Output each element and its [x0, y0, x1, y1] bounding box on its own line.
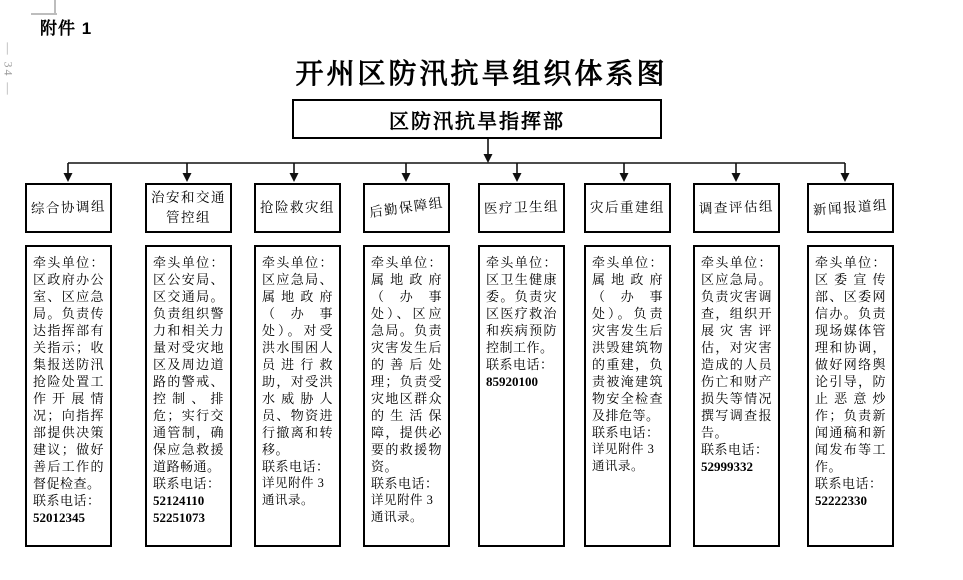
group-label: 综合协调组	[30, 198, 107, 217]
root-org-box	[292, 99, 662, 139]
arrowheads	[64, 154, 850, 182]
phone-line: 52222330	[815, 493, 867, 508]
group-detail-box	[807, 245, 894, 547]
org-group-column	[807, 183, 894, 547]
group-detail-box	[584, 245, 671, 547]
phone-line: 详见附件 3	[592, 442, 655, 456]
group-label-box	[145, 183, 232, 233]
group-label: 灾后重建组	[590, 200, 665, 216]
group-label-box	[807, 183, 894, 233]
org-group-column	[25, 183, 112, 547]
org-group-column	[145, 183, 232, 547]
phone-label: 联系电话：	[371, 476, 439, 491]
phone-label: 联系电话：	[33, 493, 101, 508]
group-description: 牵头单位：区卫生健康委。负责灾区医疗救治和疾病预防控制工作。	[486, 255, 557, 355]
group-detail-box	[25, 245, 112, 547]
phone-label: 联系电话：	[592, 425, 660, 440]
group-label-box	[254, 183, 341, 233]
page-title: 开州区防汛抗旱组织体系图	[295, 58, 668, 89]
group-detail-box	[693, 245, 780, 547]
root-org-label: 区防汛抗旱指挥部	[389, 110, 565, 133]
group-label-box	[25, 183, 112, 233]
group-label: 医疗卫生组	[483, 198, 560, 217]
group-description: 牵头单位：区应急局。负责灾害调查，组织开展灾害评估，对灾害造成的人员伤亡和财产损失等情况撰写调查报告。	[701, 255, 772, 440]
group-label: 治安和交通管控组	[151, 190, 226, 225]
group-label-box	[363, 183, 450, 233]
org-group-column	[363, 183, 450, 547]
group-description: 牵头单位：区政府办公室、区应急局。负责传达指挥部有关指示；收集报送防汛抢险处置工作开展情况；向指挥部提供决策建议；做好善后工作的督促检查。	[33, 255, 104, 491]
group-label-box	[478, 183, 565, 233]
group-label-box	[693, 183, 780, 233]
group-description: 牵头单位：属地政府（办事处）。负责灾害发生后洪毁建筑物的重建，负责被淹建筑物安全检查及排危等。	[592, 255, 663, 423]
group-label: 新闻报道组	[812, 197, 889, 218]
phone-line: 52124110	[153, 493, 205, 508]
org-group-column	[584, 183, 671, 547]
group-detail-box	[363, 245, 450, 547]
phone-label: 联系电话：	[486, 357, 554, 372]
group-label: 后勤保障组	[368, 195, 445, 221]
group-description: 牵头单位：区应急局、属地政府（办事处）。对受洪水围困人员进行救助，对受洪水威胁人员、物资进行撤离和转移。	[262, 255, 333, 457]
org-group-column	[478, 183, 565, 547]
phone-line: 52012345	[33, 510, 85, 525]
phone-label: 联系电话：	[153, 476, 221, 491]
phone-line: 52251073	[153, 510, 205, 525]
group-detail-box	[478, 245, 565, 547]
phone-line: 通讯录。	[592, 459, 645, 473]
group-detail-box	[145, 245, 232, 547]
phone-label: 联系电话：	[815, 476, 883, 491]
group-description: 牵头单位：区公安局、区交通局。负责组织警力和相关力量对受灾地区及周边道路的警戒、控制、排危；实行交通管制，确保应急救援道路畅通。	[153, 255, 224, 474]
group-description: 牵头单位：属地政府（办事处）、区应急局。负责灾害发生后的善后处理；负责受灾地区群众的生活保障，提供必要的救援物资。	[371, 255, 442, 474]
group-detail-box	[254, 245, 341, 547]
phone-line: 通讯录。	[371, 510, 424, 524]
page-number: — 34 —	[1, 42, 16, 97]
phone-line: 52999332	[701, 459, 753, 474]
attachment-label: 附件 1	[40, 19, 93, 38]
group-label: 调查评估组	[698, 198, 775, 217]
org-group-column	[254, 183, 341, 547]
group-description: 牵头单位：区委宣传部、区委网信办。负责现场媒体管理和协调，做好网络舆论引导，防止恶意炒作；负责新闻通稿和新闻发布等工作。	[815, 255, 886, 474]
phone-line: 详见附件 3	[262, 476, 325, 490]
org-group-column	[693, 183, 780, 547]
phone-line: 通讯录。	[262, 493, 315, 507]
phone-label: 联系电话：	[701, 442, 769, 457]
phone-line: 85920100	[486, 374, 538, 389]
group-label-box	[584, 183, 671, 233]
phone-label: 联系电话：	[262, 459, 330, 474]
margin-corner-mark	[54, 0, 56, 14]
phone-line: 详见附件 3	[371, 493, 434, 507]
group-label: 抢险救灾组	[260, 200, 335, 216]
